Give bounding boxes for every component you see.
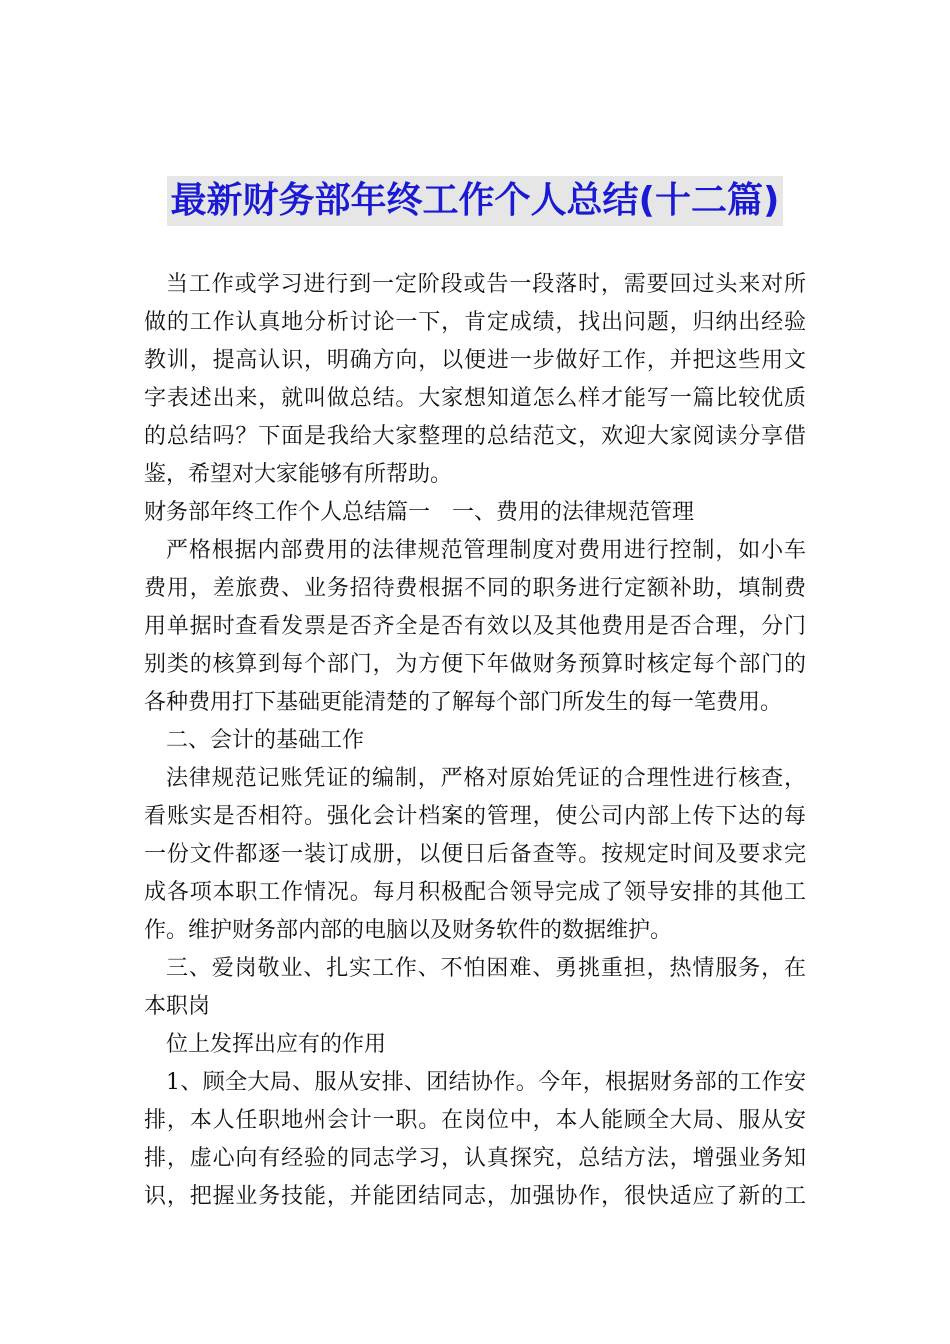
text-line: 成各项本职工作情况。每月积极配合领导完成了领导安排的其他工 bbox=[144, 880, 806, 905]
text-line: 用单据时查看发票是否齐全是否有效以及其他费用是否合理，分门 bbox=[144, 614, 806, 639]
text-line: 各种费用打下基础更能清楚的了解每个部门所发生的每一笔费用。 bbox=[144, 690, 783, 715]
text-line: 法律规范记账凭证的编制，严格对原始凭证的合理性进行核查， bbox=[166, 766, 806, 791]
text-line: 鉴，希望对大家能够有所帮助。 bbox=[144, 462, 453, 487]
text-line: 教训，提高认识，明确方向，以便进一步做好工作，并把这些用文 bbox=[144, 348, 806, 373]
text-line: 一份文件都逐一装订成册，以便日后备查等。按规定时间及要求完 bbox=[144, 842, 806, 867]
text-line: 财务部年终工作个人总结篇一 一、费用的法律规范管理 bbox=[144, 500, 695, 525]
text-line: 严格根据内部费用的法律规范管理制度对费用进行控制，如小车 bbox=[166, 538, 806, 563]
text-line: 别类的核算到每个部门，为方便下年做财务预算时核定每个部门的 bbox=[144, 652, 806, 677]
text-line: 作。维护财务部内部的电脑以及财务软件的数据维护。 bbox=[144, 918, 673, 943]
text-line: 位上发挥出应有的作用 bbox=[166, 1032, 387, 1057]
text-line: 排，虚心向有经验的同志学习，认真探究，总结方法，增强业务知 bbox=[144, 1146, 806, 1171]
document-title: 最新财务部年终工作个人总结(十二篇) bbox=[167, 176, 784, 226]
text-line: 做的工作认真地分析讨论一下，肯定成绩，找出问题，归纳出经验 bbox=[144, 310, 806, 335]
text-line: 排，本人任职地州会计一职。在岗位中，本人能顾全大局、服从安 bbox=[144, 1108, 806, 1133]
text-line: 费用，差旅费、业务招待费根据不同的职务进行定额补助，填制费 bbox=[144, 576, 806, 601]
text-line: 1、顾全大局、服从安排、团结协作。今年，根据财务部的工作安 bbox=[166, 1070, 806, 1095]
text-line: 识，把握业务技能，并能团结同志，加强协作，很快适应了新的工 bbox=[144, 1184, 806, 1209]
text-line: 的总结吗？下面是我给大家整理的总结范文，欢迎大家阅读分享借 bbox=[144, 424, 806, 449]
text-line: 字表述出来，就叫做总结。大家想知道怎么样才能写一篇比较优质 bbox=[144, 386, 806, 411]
text-line: 看账实是否相符。强化会计档案的管理，使公司内部上传下达的每 bbox=[144, 804, 806, 829]
text-line: 二、会计的基础工作 bbox=[166, 728, 365, 753]
text-line: 本职岗 bbox=[144, 994, 211, 1019]
text-line: 三、爱岗敬业、扎实工作、不怕困难、勇挑重担，热情服务，在 bbox=[166, 956, 806, 981]
document-body bbox=[144, 266, 806, 1216]
text-line: 当工作或学习进行到一定阶段或告一段落时，需要回过头来对所 bbox=[166, 272, 806, 297]
title-container bbox=[0, 176, 950, 226]
